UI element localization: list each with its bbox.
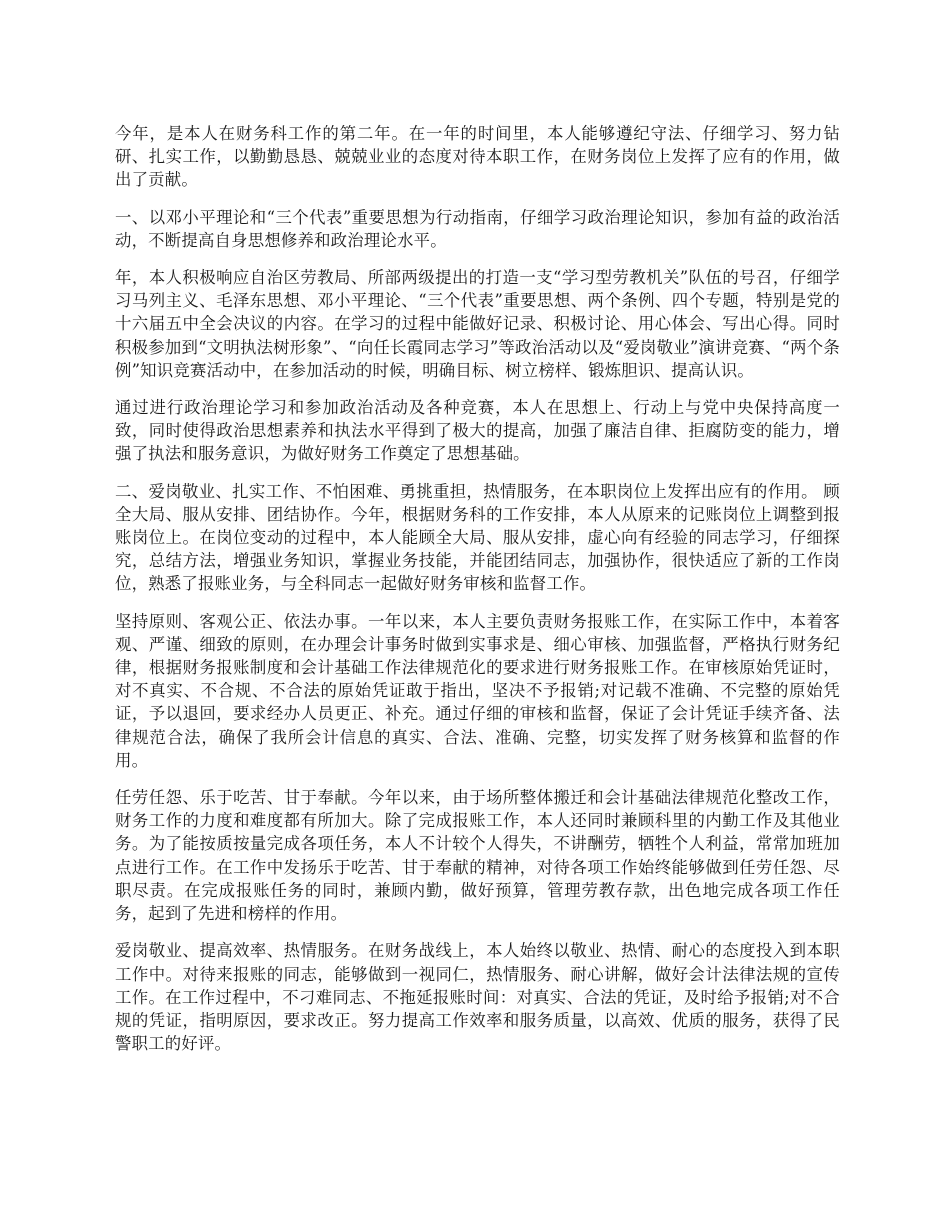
paragraph-study-activities: 年，本人积极响应自治区劳教局、所部两级提出的打造一支“学习型劳教机关”队伍的号召，仔细学习马列主义、毛泽东思想、邓小平理论、“三个代表”重要思想、两个条例、四个专题，特别是党的十六届五中全会决议的内容。在学习的过程中能做好记录、积极讨论、用心体会、写出心得。同时积极参加到“文明执法树形象”、“向任长霞同志学习”等政治活动以及“爱岗敬业”演讲竞赛、“两个条例”知识竞赛活动中，在参加活动的时候，明确目标、树立榜样、锻炼胆识、提高认识。 <box>115 268 840 380</box>
paragraph-study-results: 通过进行政治理论学习和参加政治活动及各种竞赛，本人在思想上、行动上与党中央保持高度一致，同时使得政治思想素养和执法水平得到了极大的提高，加强了廉洁自律、拒腐防变的能力，增强了执法和服务意识，为做好财务工作奠定了思想基础。 <box>115 398 840 464</box>
paragraph-intro: 今年，是本人在财务科工作的第二年。在一年的时间里，本人能够遵纪守法、仔细学习、努力钻研、扎实工作，以勤勤恳恳、兢兢业业的态度对待本职工作，在财务岗位上发挥了应有的作用，做出了贡献。 <box>115 124 840 190</box>
paragraph-principles: 坚持原则、客观公正、依法办事。一年以来，本人主要负责财务报账工作，在实际工作中，本着客观、严谨、细致的原则，在办理会计事务时做到实事求是、细心审核、加强监督，严格执行财务纪律，根据财务报账制度和会计基础工作法律规范化的要求进行财务报账工作。在审核原始凭证时，对不真实、不合规、不合法的原始凭证敢于指出，坚决不予报销;对记载不准确、不完整的原始凭证，予以退回，要求经办人员更正、补充。通过仔细的审核和监督，保证了会计凭证手续齐备、法律规范合法，确保了我所会计信息的真实、合法、准确、完整，切实发挥了财务核算和监督的作用。 <box>115 611 840 770</box>
paragraph-service: 爱岗敬业、提高效率、热情服务。在财务战线上，本人始终以敬业、热情、耐心的态度投入到本职工作中。对待来报账的同志，能够做到一视同仁，热情服务、耐心讲解，做好会计法律法规的宣传工作。在工作过程中，不刁难同志、不拖延报账时间：对真实、合法的凭证，及时给予报销;对不合规的凭证，指明原因，要求改正。努力提高工作效率和服务质量，以高效、优质的服务，获得了民警职工的好评。 <box>115 941 840 1054</box>
paragraph-section-two-heading: 二、爱岗敬业、扎实工作、不怕困难、勇挑重担，热情服务，在本职岗位上发挥出应有的作用。 顾全大局、服从安排、团结协作。今年，根据财务科的工作安排，本人从原来的记账岗位上调整到报账岗位上。在岗位变动的过程中，本人能顾全大局、服从安排，虚心向有经验的同志学习，仔细探究，总结方法，增强业务知识，掌握业务技能，并能团结同志，加强协作，很快适应了新的工作岗位，熟悉了报账业务，与全科同志一起做好财务审核和监督工作。 <box>115 481 840 594</box>
document-body <box>115 122 840 1069</box>
paragraph-dedication: 任劳任怨、乐于吃苦、甘于奉献。今年以来，由于场所整体搬迁和会计基础法律规范化整改工作，财务工作的力度和难度都有所加大。除了完成报账工作，本人还同时兼顾科里的内勤工作及其他业务。为了能按质按量完成各项任务，本人不计较个人得失，不讲酬劳，牺牲个人利益，常常加班加点进行工作。在工作中发扬乐于吃苦、甘于奉献的精神，对待各项工作始终能够做到任劳任怨、尽职尽责。在完成报账任务的同时，兼顾内勤，做好预算，管理劳教存款，出色地完成各项工作任务，起到了先进和榜样的作用。 <box>115 788 840 924</box>
paragraph-section-one-heading: 一、以邓小平理论和“三个代表”重要思想为行动指南，仔细学习政治理论知识，参加有益的政治活动，不断提高自身思想修养和政治理论水平。 <box>115 207 840 250</box>
